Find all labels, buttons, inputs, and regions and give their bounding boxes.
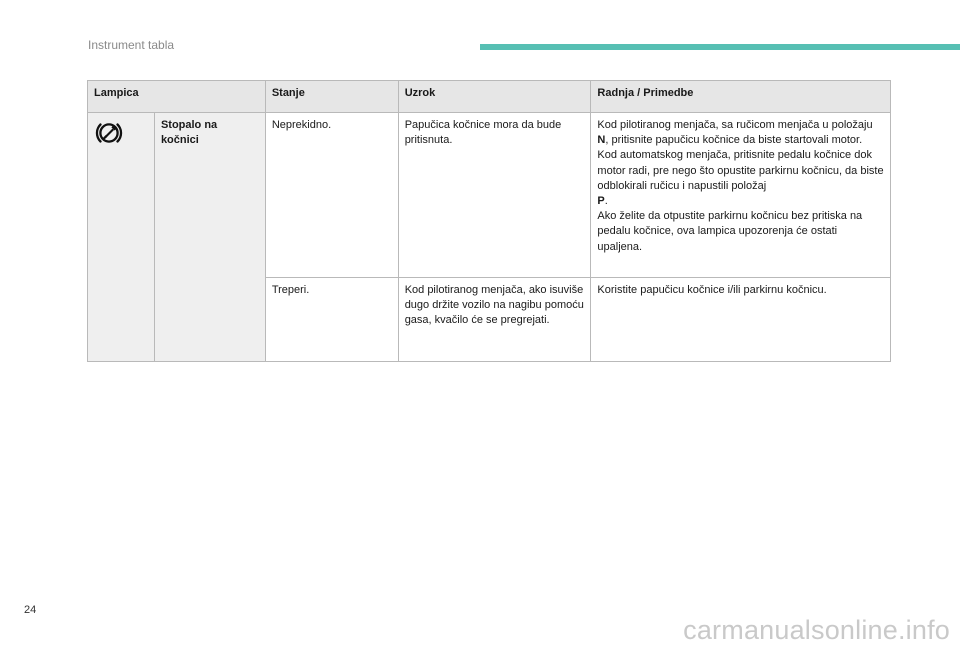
table-header-row [88, 81, 891, 113]
action-paragraph-manual [597, 118, 884, 148]
state-cell: Neprekidno. [265, 113, 398, 278]
gear-position-n: N [597, 134, 606, 147]
action-text: Kod automatskog menjača, pritisnite pedalu kočnice dok motor radi, pre nego što opustite parkirnu kočnicu, da biste odblokirali ručicu i napustili položaj [597, 149, 884, 192]
lamp-name-cell [154, 113, 265, 362]
state-cell: Treperi. [265, 278, 398, 362]
watermark: carmanualsonline.info [683, 615, 950, 645]
lamp-icon-cell [88, 113, 155, 362]
column-header-action: Radnja / Primedbe [591, 81, 891, 113]
page-number: 24 [24, 604, 37, 616]
cause-cell: Kod pilotiranog menjača, ako isuviše dugo držite vozilo na nagibu pomoću gasa, kvačilo će se pregrejati. [398, 278, 591, 362]
brake-pedal-warning-icon [94, 118, 124, 153]
action-text: . [604, 195, 608, 208]
action-cell: Koristite papučicu kočnice i/ili parkirnu kočnicu. [591, 278, 891, 362]
gear-position-p: P [597, 195, 605, 208]
table-row [88, 113, 891, 278]
section-title: Instrument tabla [88, 38, 175, 52]
lamp-name-line2: kočnici [160, 134, 199, 147]
action-text: Kod pilotiranog menjača, sa ručicom menjača u položaju [597, 119, 873, 131]
column-header-lamp: Lampica [88, 81, 266, 113]
lamp-name-line1: Stopalo na [160, 119, 218, 131]
action-cell [591, 113, 891, 278]
column-header-cause: Uzrok [398, 81, 591, 113]
header-accent-bar [480, 44, 960, 50]
action-text: , pritisnite papučicu kočnice da biste startovali motor. [605, 134, 863, 147]
action-paragraph-automatic [597, 148, 884, 209]
column-header-state: Stanje [265, 81, 398, 113]
warning-lamp-table [87, 80, 891, 362]
cause-cell: Papučica kočnice mora da bude pritisnuta. [398, 113, 591, 278]
action-paragraph-release: Ako želite da otpustite parkirnu kočnicu bez pritiska na pedalu kočnice, ova lampica upozorenja će ostati upaljena. [597, 210, 863, 253]
